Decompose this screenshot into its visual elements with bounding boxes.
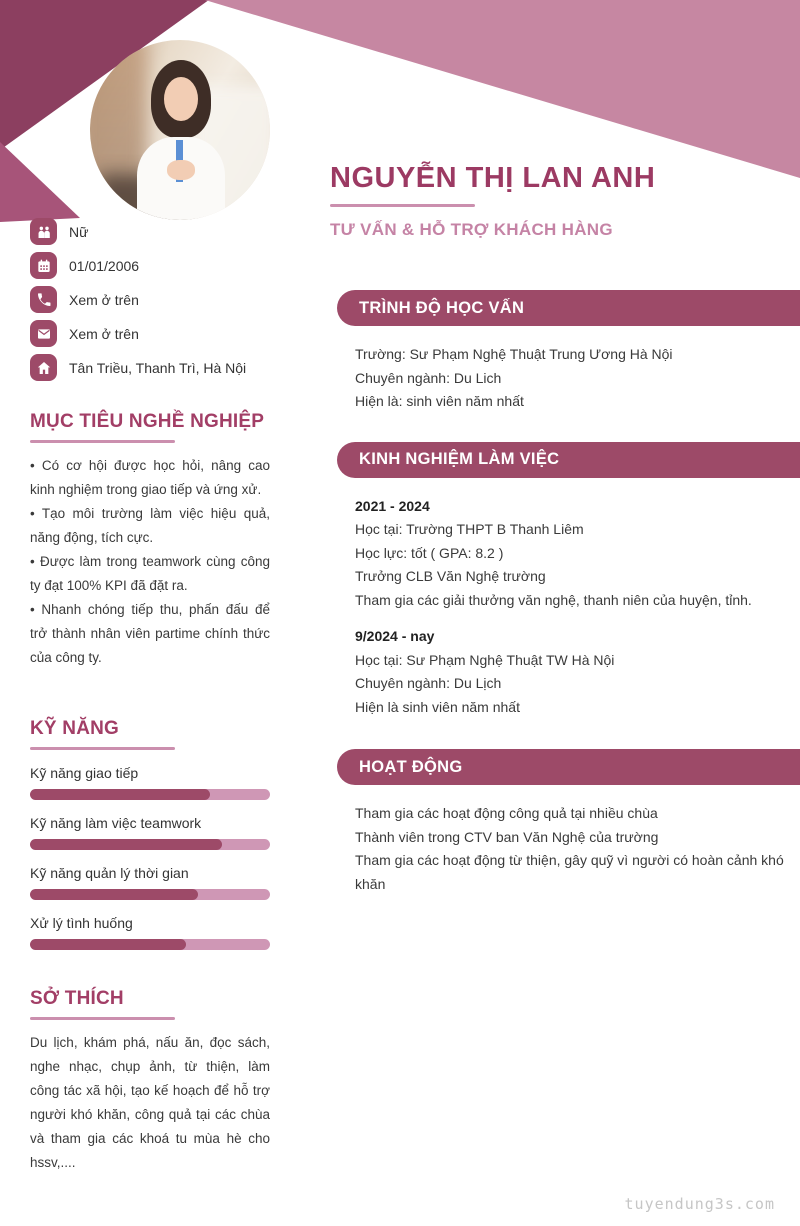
experience-line: Học tại: Sư Phạm Nghệ Thuật TW Hà Nội xyxy=(355,651,615,668)
calendar-icon xyxy=(30,252,57,279)
email-value: Xem ở trên xyxy=(69,325,139,342)
skill-label: Kỹ năng quản lý thời gian xyxy=(30,865,189,881)
skill-item xyxy=(30,815,270,850)
experience-period: 2021 - 2024 xyxy=(355,497,430,514)
experience-line: Tham gia các giải thưởng văn nghệ, thanh niên của huyện, tỉnh. xyxy=(355,591,752,608)
activities-header-bar xyxy=(337,749,800,785)
address-value: Tân Triều, Thanh Trì, Hà Nội xyxy=(69,359,247,376)
info-row-address xyxy=(30,354,270,381)
skill-label: Kỹ năng làm việc teamwork xyxy=(30,815,202,831)
phone-value: Xem ở trên xyxy=(69,291,139,308)
education-line: Chuyên ngành: Du Lich xyxy=(355,369,502,386)
experience-line: Học tại: Trường THPT B Thanh Liêm xyxy=(355,521,584,537)
heading-underline xyxy=(30,1017,175,1020)
home-icon xyxy=(30,354,57,381)
education-header-bar xyxy=(337,290,800,326)
skill-item xyxy=(30,865,270,900)
skill-bar-track xyxy=(30,839,270,850)
info-row-email xyxy=(30,320,270,347)
mail-icon xyxy=(30,320,57,347)
experience-line: Chuyên ngành: Du Lịch xyxy=(355,675,502,691)
skill-item xyxy=(30,765,270,800)
experience-heading: KINH NGHIỆM LÀM VIỆC xyxy=(359,450,560,468)
right-column xyxy=(330,162,800,896)
birthdate-value: 01/01/2006 xyxy=(69,257,140,274)
info-row-phone xyxy=(30,286,270,313)
skill-bar-fill xyxy=(30,789,210,800)
candidate-name: NGUYỄN THỊ LAN ANH xyxy=(330,162,656,194)
education-content xyxy=(355,343,800,414)
experience-line: Hiện là sinh viên năm nhất xyxy=(355,698,520,715)
photo-person-hands xyxy=(167,160,195,180)
name-underline xyxy=(330,204,475,207)
experience-entry xyxy=(355,625,800,719)
activity-line: Thành viên trong CTV ban Văn Nghệ của trường xyxy=(355,828,659,845)
experience-period: 9/2024 - nay xyxy=(355,628,435,644)
objective-bullet: • Nhanh chóng tiếp thu, phấn đấu để trở thành nhân viên partime chính thức của công ty. xyxy=(30,602,270,665)
hobbies-heading: SỞ THÍCH xyxy=(30,988,124,1009)
gender-icon xyxy=(30,218,57,245)
site-watermark: tuyendung3s.com xyxy=(624,1195,775,1213)
job-title: TƯ VẤN & HỖ TRỢ KHÁCH HÀNG xyxy=(330,220,613,239)
objective-heading: MỤC TIÊU NGHỀ NGHIỆP xyxy=(30,411,265,432)
skill-bar-fill xyxy=(30,839,222,850)
education-line: Trường: Sư Phạm Nghệ Thuật Trung Ương Hà Nội xyxy=(355,346,673,362)
heading-underline xyxy=(30,440,175,443)
experience-line: Trưởng CLB Văn Nghệ trường xyxy=(355,568,546,584)
profile-photo xyxy=(90,40,270,220)
education-line: Hiện là: sinh viên năm nhất xyxy=(355,393,524,409)
skill-label: Xử lý tình huống xyxy=(30,915,133,931)
section-objective xyxy=(30,411,270,670)
skill-bar-track xyxy=(30,889,270,900)
corner-shape-rose xyxy=(0,142,80,222)
objective-text xyxy=(30,454,270,670)
activity-line: Tham gia các hoạt động công quả tại nhiều chùa xyxy=(355,805,658,821)
left-column xyxy=(30,218,270,1175)
activity-line: Tham gia các hoạt động từ thiện, gây quỹ vì người có hoàn cảnh khó khăn xyxy=(355,852,784,892)
heading-underline xyxy=(30,747,175,750)
hobbies-text xyxy=(30,1031,270,1175)
activities-content xyxy=(355,802,785,896)
skill-bar-fill xyxy=(30,939,186,950)
gender-value: Nữ xyxy=(69,223,89,240)
info-row-gender xyxy=(30,218,270,245)
objective-bullet: • Tạo môi trường làm việc hiệu quả, năng động, tích cực. xyxy=(30,506,270,545)
experience-entry xyxy=(355,495,800,613)
objective-bullet: • Có cơ hội được học hỏi, nâng cao kinh nghiệm trong giao tiếp và ứng xử. xyxy=(30,458,270,497)
activities-heading: HOẠT ĐỘNG xyxy=(359,757,463,776)
section-hobbies xyxy=(30,988,270,1175)
skill-bar-fill xyxy=(30,889,198,900)
education-heading: TRÌNH ĐỘ HỌC VẤN xyxy=(359,298,525,317)
skills-list xyxy=(30,765,270,950)
experience-line: Học lực: tốt ( GPA: 8.2 ) xyxy=(355,544,504,561)
corner-shape-pink xyxy=(205,0,800,178)
skill-bar-track xyxy=(30,939,270,950)
skill-bar-track xyxy=(30,789,270,800)
skill-label: Kỹ năng giao tiếp xyxy=(30,765,139,781)
experience-content xyxy=(355,495,800,720)
experience-header-bar xyxy=(337,442,800,478)
skills-heading: KỸ NĂNG xyxy=(30,718,120,739)
section-skills xyxy=(30,718,270,950)
info-row-birthdate xyxy=(30,252,270,279)
phone-icon xyxy=(30,286,57,313)
photo-person-face xyxy=(164,77,198,121)
skill-item xyxy=(30,915,270,950)
objective-bullet: • Được làm trong teamwork cùng công ty đạt 100% KPI đã đặt ra. xyxy=(30,554,270,593)
hobbies-paragraph: Du lịch, khám phá, nấu ăn, đọc sách, nghe nhạc, chụp ảnh, từ thiện, làm công tác xã hội, tạo kế hoạch để hỗ trợ người khó khăn, công quả tại các chùa và tham gia các khoá tu mùa hè cho hssv,.... xyxy=(30,1035,270,1170)
